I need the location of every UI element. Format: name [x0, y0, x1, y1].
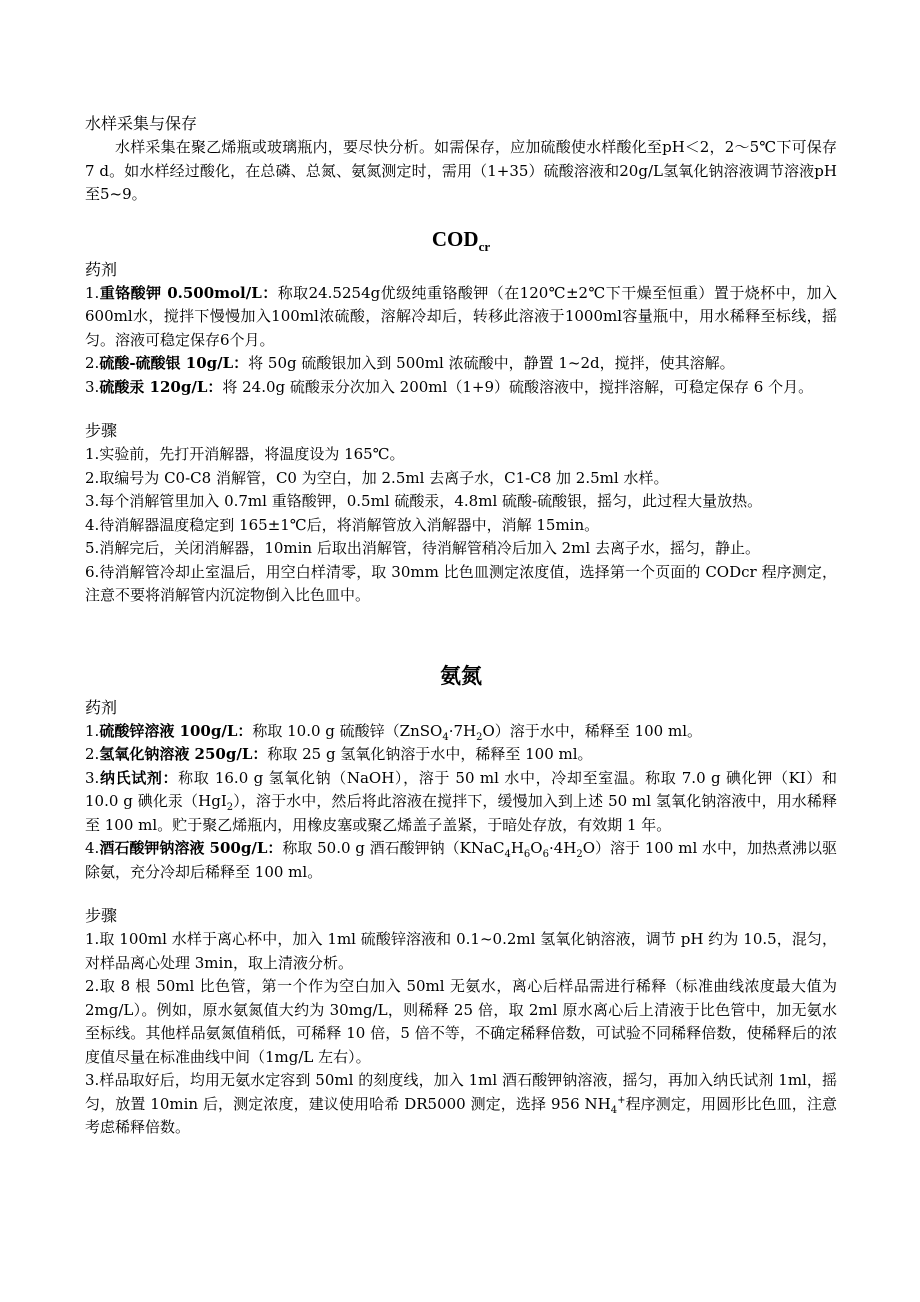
- cod-title: $COD_{cr}$: [431, 226, 491, 254]
- cod-step-5: 5.消解完后，关闭消解器，10min 后取出消解管，待消解管稍冷后加入 2ml 去离子水，摇匀，静止。: [85, 539, 760, 557]
- cod-step-1: 1.实验前，先打开消解器，将温度设为 165℃。: [85, 445, 405, 463]
- ammonia-reagent-2: 2.氢氧化钠溶液 250g/L：称取 25 g 氢氧化钠溶于水中，稀释至 100 ml。: [85, 745, 593, 763]
- cod-reagents-heading: 药剂: [85, 259, 118, 279]
- ammonia-reagent-4: 4.酒石酸钾钠溶液 500g/L：称取 50.0 g 酒石酸钾钠$(KNaC_4H_6O_6\cdot 4H_2O)$溶于 100 ml 水中，加热煮沸以驱除氨，充分冷却后稀释至 100 ml。: [85, 839, 838, 881]
- cod-step-6: 6.待消解管冷却止室温后，用空白样清零，取 30mm 比色皿测定浓度值，选择第一个页面的 CODcr 程序测定，注意不要将消解管内沉淀物倒入比色皿中。: [85, 562, 837, 604]
- ammonia-title: 氨氮: [440, 663, 482, 688]
- water-sampling-heading: 水样采集与保存: [85, 114, 198, 133]
- ammonia-steps-heading: 步骤: [85, 906, 118, 925]
- cod-reagent-3: 3.硫酸汞 120g/L：将 24.0g 硫酸汞分次加入 200ml（1+9）硫酸溶液中，搅拌溶解，可稳定保存 6 个月。: [85, 377, 814, 396]
- cod-step-2: 2.取编号为 C0-C8 消解管，C0 为空白，加 2.5ml 去离子水，C1-C8 加 2.5ml 水样。: [85, 468, 669, 487]
- ammonia-reagent-3: 3.纳氏试剂：称取 16.0 g 氢氧化钠（NaOH），溶于 50 ml 水中，冷却至室温。称取 7.0 g 碘化钾（KI）和 10.0 g 碘化汞（HgI$_2$），溶于水中，然后将此溶液在搅拌下，缓慢加入到上述 50 ml 氢氧化钠溶液中，用水稀释至 100 ml。贮于聚乙烯瓶内，用橡皮塞或聚乙烯盖子盖紧，于暗处存放，有效期 1 年。: [85, 768, 837, 834]
- ammonia-reagents-heading: 药剂: [85, 697, 118, 717]
- cod-reagent-2: 2.硫酸-硫酸银 10g/L：将 50g 硫酸银加入到 500ml 浓硫酸中，静置 1~2d，搅拌，使其溶解。: [85, 354, 735, 372]
- cod-step-4: 4.待消解器温度稳定到 165±1℃后，将消解管放入消解器中，消解 15min。: [85, 515, 600, 534]
- cod-step-3: 3.每个消解管里加入 0.7ml 重铬酸钾，0.5ml 硫酸汞，4.8ml 硫酸-硫酸银，摇匀，此过程大量放热。: [85, 492, 763, 510]
- ammonia-step-3: 3.样品取好后，均用无氨水定容到 50ml 的刻度线，加入 1ml 酒石酸钾钠溶液，摇匀，再加入纳氏试剂 1ml，摇匀，放置 10min 后，测定浓度，建议使用哈希 DR5000 测定，选择 956 $NH_4^+$程序测定，用圆形比色皿，注意考虑稀释倍数。: [85, 1071, 837, 1136]
- ammonia-reagent-1: 1.硫酸锌溶液 100g/L：称取 10.0 g 硫酸锌$(ZnSO_4\cdot 7H_2O)$溶于水中，稀释至 100 ml。: [85, 721, 702, 743]
- document-page: [85, 112, 837, 1140]
- ammonia-step-1: 1.取 100ml 水样于离心杯中，加入 1ml 硫酸锌溶液和 0.1~0.2ml 氢氧化钠溶液，调节 pH 约为 10.5，混匀，对样品离心处理 3min，取上清液分析。: [85, 930, 837, 972]
- cod-reagent-1: 1.重铬酸钾 0.500mol/L：称取24.5254g优级纯重铬酸钾（在120℃±2℃下干燥至恒重）置于烧杯中，加入600ml水，搅拌下慢慢加入100ml浓硫酸，溶解冷却后，转移此溶液于1000ml容量瓶中，用水稀释至标线，摇匀。溶液可稳定保存6个月。: [85, 283, 838, 349]
- water-sampling-paragraph: 水样采集在聚乙烯瓶或玻璃瓶内，要尽快分析。如需保存，应加硫酸使水样酸化至pH＜2，2～5℃下可保存7 d。如水样经过酸化，在总磷、总氮、氨氮测定时，需用（1+35）硫酸溶液和20g/L氢氧化钠溶液调节溶液pH至5~9。: [85, 138, 837, 203]
- cod-steps-heading: 步骤: [85, 421, 118, 440]
- ammonia-step-2: 2.取 8 根 50ml 比色管，第一个作为空白加入 50ml 无氨水，离心后样品需进行稀释（标准曲线浓度最大值为 2mg/L）。例如，原水氨氮值大约为 30mg/L，则稀释 25 倍，取 2ml 原水离心后上清液于比色管中，加无氨水至标线。其他样品氨氮值稍低，可稀释 10 倍，5 倍不等，不确定稀释倍数，可试验不同稀释倍数，使稀释后的浓度值尽量在标准曲线中间（1mg/L 左右）。: [85, 977, 837, 1066]
